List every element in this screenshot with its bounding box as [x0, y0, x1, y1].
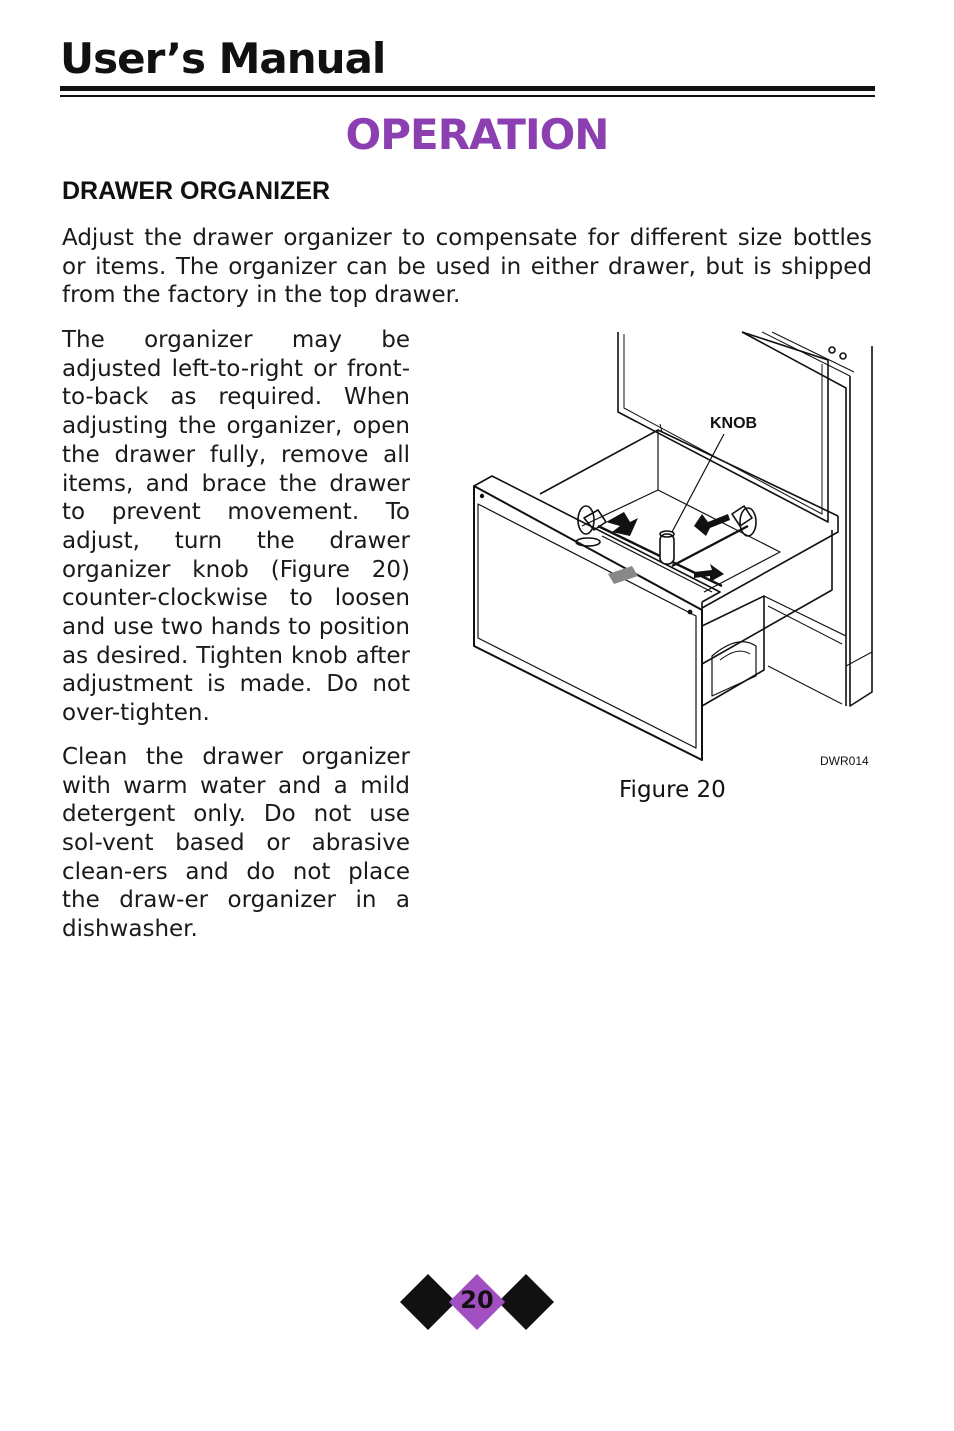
header-rule-thick — [60, 86, 875, 91]
figure-20 — [462, 326, 882, 776]
knob-label: KNOB — [710, 415, 758, 432]
page-number: 20 — [460, 1286, 494, 1314]
intro-paragraph: Adjust the drawer organizer to compensate for different size bottles or items. The organizer can be used in either drawer, but is shipped from the factory in the top drawer. — [62, 225, 872, 309]
section-title: OPERATION — [345, 110, 609, 159]
figure-code: DWR014 — [820, 754, 869, 768]
adjust-paragraph: The organizer may be adjusted left-to-right or front-to-back as required. When adjusting the organizer, open the drawer fully, remove all items, and brace the drawer to prevent movement. To adjust, turn the drawer organizer knob (Figure 20) counter-clockwise to loosen and use two hands to position as desired. Tighten knob after adjustment is made. Do not over-tighten. — [62, 327, 410, 727]
figure-caption: Figure 20 — [619, 777, 726, 803]
clean-paragraph: Clean the drawer organizer with warm water and a mild detergent only. Do not use sol-vent based or abrasive clean-ers and do not place the draw-er organizer in a dishwasher. — [62, 743, 410, 943]
manual-title: User’s Manual — [60, 34, 386, 83]
drawer-illustration — [462, 326, 882, 776]
drawer-organizer-heading: DRAWER ORGANIZER — [62, 177, 331, 205]
page-number-badge — [400, 1274, 554, 1330]
header-rule-thin — [60, 95, 875, 97]
body-column — [62, 326, 410, 959]
